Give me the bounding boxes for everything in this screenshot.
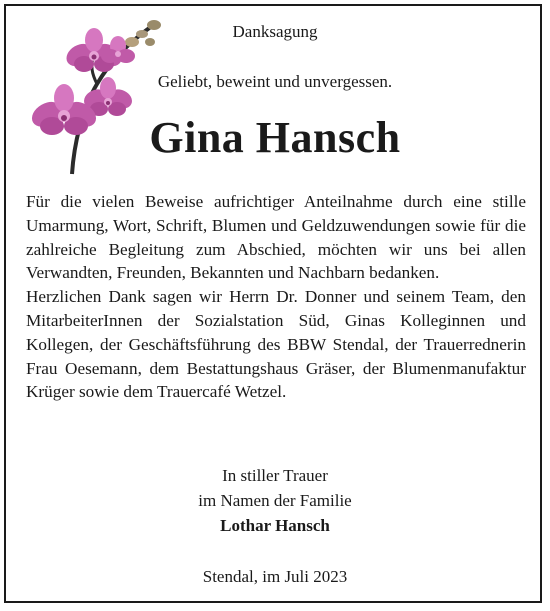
notice-motto: Geliebt, beweint und unvergessen. (157, 72, 393, 91)
body-paragraph-1: Für die vielen Beweise aufrichtiger Anteilnahme durch eine stille Umarmung, Wort, Schrift, Blumen und Geldzuwendungen sowie für die zahlreiche Begleitung zum Abschied, möchten wir uns bei allen Verwandten, Freunden, Bekannten und Nachbarn bedanken. (26, 192, 526, 283)
closing-block (0, 463, 550, 538)
deceased-name: Gina Hansch (149, 113, 401, 162)
notice-title: Danksagung (232, 22, 318, 41)
place-date-text: Stendal, im Juli 2023 (202, 567, 348, 586)
closing-line-2: im Namen der Familie (198, 491, 352, 510)
signer-name: Lothar Hansch (220, 516, 330, 535)
place-date (0, 564, 550, 589)
body-paragraph-2: Herzlichen Dank sagen wir Herrn Dr. Donner und seinem Team, den MitarbeiterInnen der Sozialstation Süd, Ginas Kolleginnen und Kollegen, der Geschäftsführung des BBW Stendal, der Trauerrednerin Frau Oesemann, dem Bestattungshaus Gräser, der Blumenmanufaktur Krüger sowie dem Trauercafé Wetzel. (26, 287, 526, 402)
notice-body (26, 190, 526, 404)
closing-line-1: In stiller Trauer (222, 466, 328, 485)
